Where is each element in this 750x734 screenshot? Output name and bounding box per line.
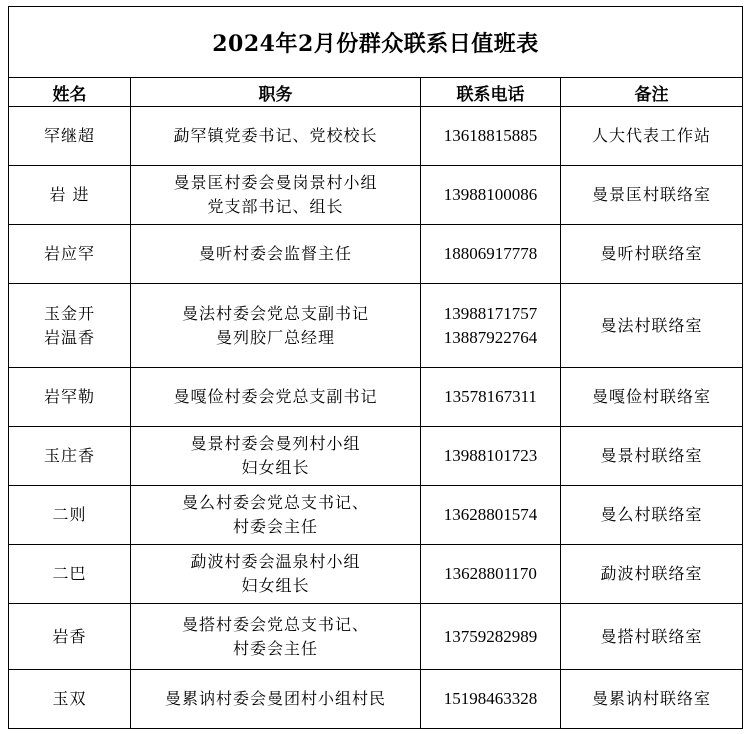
cell-duty (131, 166, 421, 225)
header-duty: 职务 (131, 78, 421, 107)
name-text: 罕继超 (43, 126, 95, 145)
note-text: 曼法村联络室 (600, 315, 703, 335)
name-text: 二则 (52, 505, 87, 524)
note-text: 曼搭村联络室 (600, 626, 703, 646)
table-row (9, 545, 743, 604)
phone-text: 13618815885 (443, 126, 538, 145)
phone-text: 18806917778 (443, 244, 538, 263)
duty-text: 曼听村委会监督主任 (198, 244, 352, 263)
cell-note (561, 368, 743, 427)
duty-text: 曼法村委会党总支副书记 (181, 303, 369, 323)
duty-text: 曼景村委会曼列村小组 (190, 434, 361, 453)
name-text: 岩罕勒 (43, 387, 95, 406)
name-text: 岩温香 (43, 327, 95, 347)
note-text: 曼累讷村联络室 (592, 689, 712, 708)
duty-text: 村委会主任 (232, 638, 318, 658)
note-text: 人大代表工作站 (592, 126, 712, 145)
duty-text: 曼嘎俭村委会党总支副书记 (173, 387, 378, 406)
phone-text: 13988100086 (443, 185, 538, 204)
note-text: 曼听村联络室 (600, 244, 703, 263)
duty-text: 曼景匡村委会曼岗景村小组 (173, 173, 378, 192)
table-row (9, 368, 743, 427)
cell-note (561, 486, 743, 545)
phone-text: 13988101723 (443, 446, 538, 465)
cell-phone (421, 225, 561, 284)
cell-name (9, 604, 131, 670)
name-text: 玉庄香 (43, 446, 95, 465)
name-text: 岩应罕 (43, 244, 95, 263)
header-note: 备注 (561, 78, 743, 107)
phone-text: 13759282989 (443, 626, 538, 646)
duty-text: 勐罕镇党委书记、党校校长 (173, 126, 378, 145)
phone-text: 13628801574 (443, 505, 538, 524)
note-text: 曼景匡村联络室 (592, 185, 712, 204)
cell-note (561, 545, 743, 604)
cell-note (561, 166, 743, 225)
phone-text: 13578167311 (444, 387, 537, 406)
table-row (9, 486, 743, 545)
cell-note (561, 225, 743, 284)
duty-text: 曼搭村委会党总支书记、 (181, 614, 369, 634)
phone-text: 13988171757 (443, 303, 538, 323)
table-row (9, 284, 743, 368)
duty-text: 曼累讷村委会曼团村小组村民 (164, 689, 386, 708)
cell-phone (421, 107, 561, 166)
phone-text: 13628801170 (444, 564, 537, 583)
table-row (9, 604, 743, 670)
cell-duty (131, 107, 421, 166)
cell-duty (131, 368, 421, 427)
duty-text: 妇女组长 (241, 458, 310, 477)
note-text: 勐波村联络室 (600, 564, 703, 583)
cell-phone (421, 284, 561, 368)
duty-text: 党支部书记、组长 (207, 197, 344, 216)
cell-note (561, 604, 743, 670)
table-row (9, 427, 743, 486)
name-text: 玉双 (52, 689, 87, 708)
table-row (9, 107, 743, 166)
cell-name (9, 670, 131, 729)
table-row (9, 225, 743, 284)
note-text: 曼嘎俭村联络室 (592, 387, 712, 406)
table-body (9, 107, 743, 729)
cell-name (9, 545, 131, 604)
header-name: 姓名 (9, 78, 131, 107)
note-text: 曼么村联络室 (600, 505, 703, 524)
cell-duty (131, 486, 421, 545)
cell-note (561, 427, 743, 486)
cell-phone (421, 545, 561, 604)
cell-duty (131, 670, 421, 729)
cell-phone (421, 166, 561, 225)
cell-name (9, 166, 131, 225)
cell-phone (421, 604, 561, 670)
note-text: 曼景村联络室 (600, 446, 703, 465)
duty-text: 曼列胶厂总经理 (215, 327, 335, 347)
header-row (9, 78, 743, 107)
name-text: 玉金开 (43, 303, 95, 323)
name-text: 岩 进 (49, 185, 90, 204)
duty-text: 勐波村委会温泉村小组 (190, 552, 361, 571)
cell-phone (421, 427, 561, 486)
cell-duty (131, 225, 421, 284)
duty-text: 村委会主任 (232, 517, 318, 536)
cell-name (9, 284, 131, 368)
name-text: 岩香 (52, 626, 87, 646)
table-row (9, 670, 743, 729)
cell-note (561, 284, 743, 368)
duty-roster-table (8, 6, 743, 729)
cell-name (9, 486, 131, 545)
cell-phone (421, 486, 561, 545)
cell-duty (131, 545, 421, 604)
cell-duty (131, 427, 421, 486)
header-phone: 联系电话 (421, 78, 561, 107)
cell-note (561, 107, 743, 166)
table-title: 2024年2月份群众联系日值班表 (9, 7, 743, 78)
cell-name (9, 427, 131, 486)
cell-note (561, 670, 743, 729)
duty-text: 妇女组长 (241, 576, 310, 595)
phone-text: 15198463328 (443, 689, 538, 708)
cell-phone (421, 368, 561, 427)
cell-name (9, 225, 131, 284)
cell-phone (421, 670, 561, 729)
phone-text: 13887922764 (443, 327, 538, 347)
duty-text: 曼么村委会党总支书记、 (181, 493, 369, 512)
table-row (9, 166, 743, 225)
cell-duty (131, 284, 421, 368)
cell-duty (131, 604, 421, 670)
cell-name (9, 368, 131, 427)
name-text: 二巴 (52, 564, 87, 583)
cell-name (9, 107, 131, 166)
